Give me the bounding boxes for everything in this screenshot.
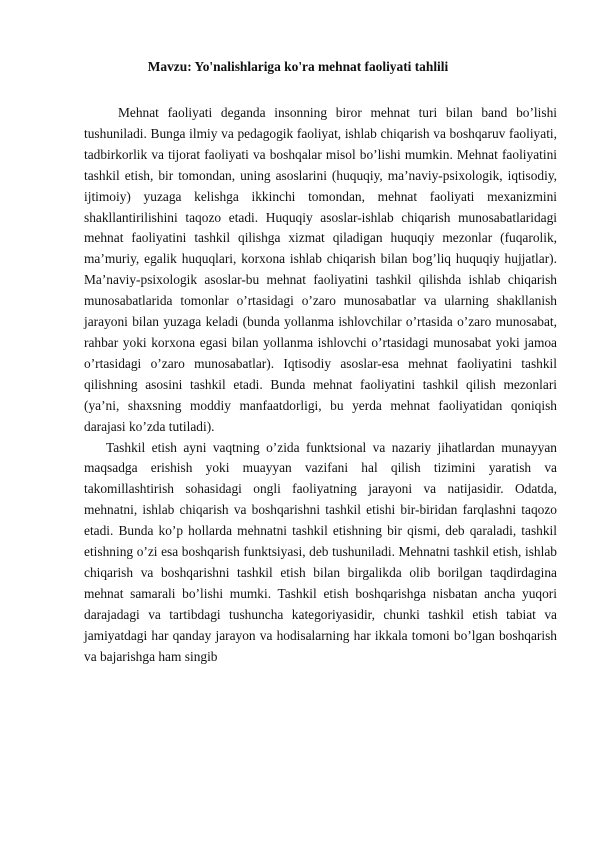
- document-body: [84, 103, 557, 667]
- paragraph-2: Tashkil etish ayni vaqtning o’zida funktsional va nazariy jihatlardan munayyan maqsadga erishish yoki muayyan vazifani hal qilish tizimini yaratish va takomillashtirish sohasidagi ongli faoliyatning jarayoni va natijasidir. Odatda, mehnatni, ishlab chiqarish va boshqarishni tashkil etishi bir-biridan farqlashni taqozo etadi. Bunda ko’p hollarda mehnatni tashkil etishning bir qismi, deb qaraladi, tashkil etishning o’zi esa boshqarish funktsiyasi, deb tushuniladi. Mehnatni tashkil etish, ishlab chiqarish va boshqarishni tashkil etish bilan birgalikda olib borilgan taqdirdagina mehnat samarali bo’lishi mumki. Tashkil etish boshqarishga nisbatan ancha yuqori darajadagi va tartibdagi tushuncha kategoriyasidir, chunki tashkil etish tabiat va jamiyatdagi har qanday jarayon va hodisalarning har ikkala tomoni bo’lgan boshqarish va bajarishga ham singib: [84, 439, 557, 664]
- paragraph-1: Mehnat faoliyati deganda insonning biror mehnat turi bilan band bo’lishi tushuniladi. Bunga ilmiy va pedagogik faoliyat, ishlab chiqarish va boshqaruv faoliyati, tadbirkorlik va tijorat faoliyati va boshqalar misol bo’lishi mumkin. Mehnat faoliyatini tashkil etish, bir tomondan, uning asoslarini (huquqiy, ma’naviy-psixologik, iqtisodiy, ijtimoiy) yuzaga kelishga ikkinchi tomondan, mehnat faoliyati mexanizmini shakllantirilishini taqozo etadi. Huquqiy asoslar-ishlab chiqarish munosabatlaridagi mehnat faoliyatini tashkil qilishga xizmat qiladigan huquqiy mezonlar (fuqarolik, ma’muriy, egalik huquqlari, korxona ishlab chiqarish bilan bog’liq huquqiy hujjatlar). Ma’naviy-psixologik asoslar-bu mehnat faoliyatini tashkil qilishda ishlab chiqarish munosabatlarida tomonlar o’rtasidagi o’zaro munosabatlar va ularning shakllanish jarayoni bilan yuzaga keladi (bunda yollanma ishlovchilar o’rtasida o’zaro munosabat, rahbar yoki korxona egasi bilan yollanma ishlovchi o’rtasidagi munosabat yoki jamoa o’rtasidagi o’zaro munosabatlar). Iqtisodiy asoslar-esa mehnat faoliyatini tashkil qilishning asosini tashkil etadi. Bunda mehnat faoliyatini tashkil qilish mezonlari (ya’ni, shaxsning moddiy manfaatdorligi, bu yerda mehnat faoliyatidan qoniqish darajasi ko’zda tutiladi).: [84, 105, 557, 434]
- document-title: Mavzu: Yo'nalishlariga ko'ra mehnat faoliyati tahlili: [147, 59, 449, 74]
